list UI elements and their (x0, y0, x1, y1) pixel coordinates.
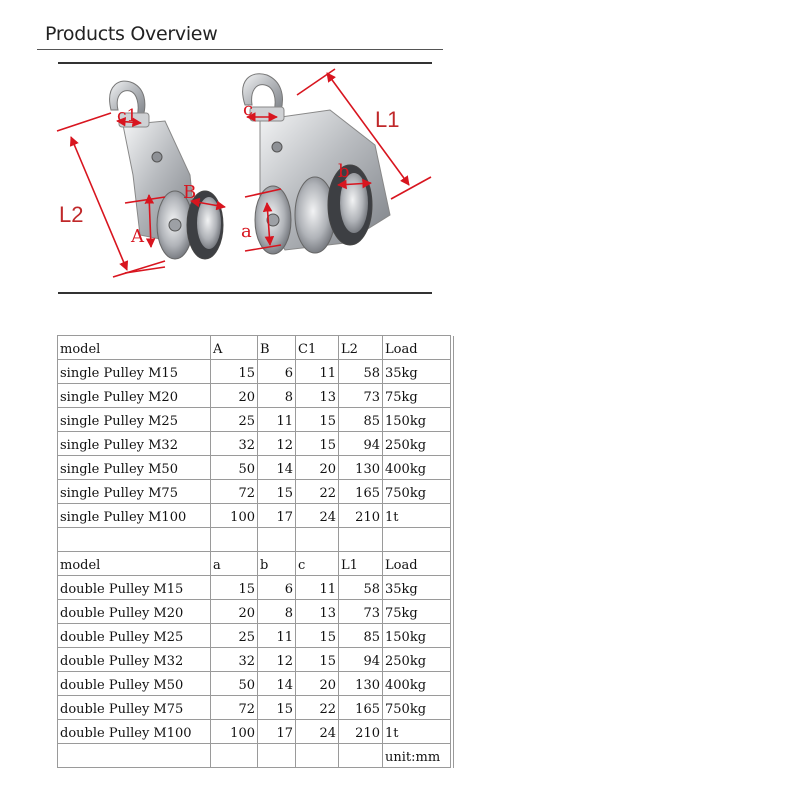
photo-bottom-rule (58, 292, 432, 294)
table-edge (451, 648, 454, 672)
model-cell: single Pulley M100 (58, 504, 211, 528)
table-edge (451, 552, 454, 576)
table-edge (451, 528, 454, 552)
dimension-cell: 13 (296, 600, 339, 624)
load-cell: 75kg (383, 384, 451, 408)
dimension-cell: 6 (258, 360, 296, 384)
model-cell: double Pulley M100 (58, 720, 211, 744)
table-edge (451, 720, 454, 744)
single-table-row (58, 384, 454, 408)
empty-cell (339, 744, 383, 768)
dimension-cell: 15 (211, 576, 258, 600)
dimension-cell: 11 (258, 408, 296, 432)
dimension-cell: 8 (258, 384, 296, 408)
dimension-cell: 11 (296, 360, 339, 384)
load-cell: 150kg (383, 624, 451, 648)
model-cell: double Pulley M15 (58, 576, 211, 600)
dimension-cell: 210 (339, 720, 383, 744)
dimension-cell: 100 (211, 720, 258, 744)
table-edge (451, 576, 454, 600)
header-cell: A (211, 336, 258, 360)
pulley-dimension-diagram (45, 65, 445, 290)
table-edge (451, 696, 454, 720)
table-edge (451, 744, 454, 768)
load-cell: 750kg (383, 696, 451, 720)
dimension-cell: 165 (339, 480, 383, 504)
load-cell: 400kg (383, 456, 451, 480)
header-cell: B (258, 336, 296, 360)
dimension-cell: 85 (339, 624, 383, 648)
dimension-cell: 24 (296, 720, 339, 744)
dimension-cell: 15 (296, 624, 339, 648)
dimension-cell: 94 (339, 648, 383, 672)
dimension-cell: 25 (211, 624, 258, 648)
unit-row (58, 744, 454, 768)
dimension-cell: 58 (339, 360, 383, 384)
load-cell: 250kg (383, 648, 451, 672)
header-cell: a (211, 552, 258, 576)
dimension-cell: 14 (258, 456, 296, 480)
dimension-cell: 14 (258, 672, 296, 696)
dimension-cell: 100 (211, 504, 258, 528)
label-c: c (243, 99, 254, 120)
table-edge (451, 456, 454, 480)
table-edge (451, 480, 454, 504)
model-cell: double Pulley M50 (58, 672, 211, 696)
label-b: b (338, 161, 350, 182)
dimension-cell: 85 (339, 408, 383, 432)
header-cell: b (258, 552, 296, 576)
table-edge (451, 432, 454, 456)
dimension-cell: 20 (296, 456, 339, 480)
model-cell: single Pulley M15 (58, 360, 211, 384)
table-edge (451, 672, 454, 696)
dimension-cell: 58 (339, 576, 383, 600)
dimension-cell: 32 (211, 648, 258, 672)
model-cell: single Pulley M75 (58, 480, 211, 504)
dimension-cell: 24 (296, 504, 339, 528)
load-cell: 150kg (383, 408, 451, 432)
load-cell: 1t (383, 720, 451, 744)
dimension-cell: 15 (258, 696, 296, 720)
double-table-row (58, 624, 454, 648)
load-cell: 1t (383, 504, 451, 528)
dimension-cell: 25 (211, 408, 258, 432)
load-cell: 400kg (383, 672, 451, 696)
dimension-cell: 130 (339, 672, 383, 696)
label-A: A (131, 226, 144, 247)
dimension-cell: 94 (339, 432, 383, 456)
model-cell: single Pulley M25 (58, 408, 211, 432)
table-edge (451, 360, 454, 384)
dimension-cell: 12 (258, 432, 296, 456)
label-a: a (241, 221, 252, 242)
single-table-row (58, 456, 454, 480)
empty-cell (258, 744, 296, 768)
model-cell: single Pulley M32 (58, 432, 211, 456)
dimension-cell: 11 (258, 624, 296, 648)
header-cell: model (58, 552, 211, 576)
load-cell: 75kg (383, 600, 451, 624)
header-cell: model (58, 336, 211, 360)
model-cell: double Pulley M32 (58, 648, 211, 672)
model-cell: single Pulley M50 (58, 456, 211, 480)
empty-cell (296, 744, 339, 768)
dimension-cell: 210 (339, 504, 383, 528)
load-cell: 250kg (383, 432, 451, 456)
dimension-cell: 15 (211, 360, 258, 384)
model-cell: double Pulley M20 (58, 600, 211, 624)
table-edge (451, 624, 454, 648)
dimension-cell: 32 (211, 432, 258, 456)
table-edge (451, 336, 454, 360)
table-edge (451, 408, 454, 432)
table-edge (451, 504, 454, 528)
header-cell: Load (383, 552, 451, 576)
single-table-row (58, 432, 454, 456)
model-cell: double Pulley M75 (58, 696, 211, 720)
unit-note: unit:mm (383, 744, 451, 768)
label-c1: c1 (117, 106, 138, 126)
empty-cell (58, 744, 211, 768)
load-cell: 35kg (383, 360, 451, 384)
dimension-cell: 130 (339, 456, 383, 480)
label-B: B (183, 182, 197, 203)
dimension-cell: 6 (258, 576, 296, 600)
empty-cell (211, 528, 258, 552)
label-L1: L1 (375, 107, 400, 132)
double-table-row (58, 600, 454, 624)
blank-row (58, 528, 454, 552)
empty-cell (211, 744, 258, 768)
dimension-cell: 20 (211, 600, 258, 624)
label-L2: L2 (59, 202, 84, 227)
load-cell: 35kg (383, 576, 451, 600)
dimension-cell: 11 (296, 576, 339, 600)
load-cell: 750kg (383, 480, 451, 504)
double-pulley-photo (243, 74, 390, 254)
dimension-cell: 8 (258, 600, 296, 624)
single-header-row (58, 336, 454, 360)
empty-cell (383, 528, 451, 552)
dimension-cell: 50 (211, 456, 258, 480)
page-title: Products Overview (45, 23, 218, 45)
dimension-cell: 72 (211, 696, 258, 720)
double-table-row (58, 648, 454, 672)
model-cell: single Pulley M20 (58, 384, 211, 408)
dimension-cell: 15 (258, 480, 296, 504)
table-edge (451, 384, 454, 408)
dimension-cell: 20 (211, 384, 258, 408)
header-cell: Load (383, 336, 451, 360)
model-cell: double Pulley M25 (58, 624, 211, 648)
dimension-cell: 15 (296, 648, 339, 672)
title-underline (37, 49, 443, 50)
dimension-cell: 17 (258, 720, 296, 744)
header-cell: L1 (339, 552, 383, 576)
dimension-cell: 50 (211, 672, 258, 696)
empty-cell (58, 528, 211, 552)
dimension-cell: 17 (258, 504, 296, 528)
dimension-cell: 165 (339, 696, 383, 720)
single-table-row (58, 408, 454, 432)
dimension-cell: 15 (296, 408, 339, 432)
dimension-cell: 72 (211, 480, 258, 504)
double-table-row (58, 672, 454, 696)
empty-cell (339, 528, 383, 552)
double-table-row (58, 576, 454, 600)
header-cell: L2 (339, 336, 383, 360)
dimension-cell: 13 (296, 384, 339, 408)
single-table-row (58, 504, 454, 528)
dimension-cell: 20 (296, 672, 339, 696)
dimension-cell: 22 (296, 480, 339, 504)
table-edge (451, 600, 454, 624)
empty-cell (258, 528, 296, 552)
empty-cell (296, 528, 339, 552)
dimension-cell: 73 (339, 384, 383, 408)
photo-top-rule (58, 62, 432, 64)
dimension-cell: 22 (296, 696, 339, 720)
double-header-row (58, 552, 454, 576)
double-table-row (58, 720, 454, 744)
dimension-cell: 73 (339, 600, 383, 624)
single-table-row (58, 360, 454, 384)
single-table-row (58, 480, 454, 504)
dimension-cell: 12 (258, 648, 296, 672)
double-table-row (58, 696, 454, 720)
spec-table (57, 335, 454, 768)
header-cell: C1 (296, 336, 339, 360)
dimension-cell: 15 (296, 432, 339, 456)
header-cell: c (296, 552, 339, 576)
